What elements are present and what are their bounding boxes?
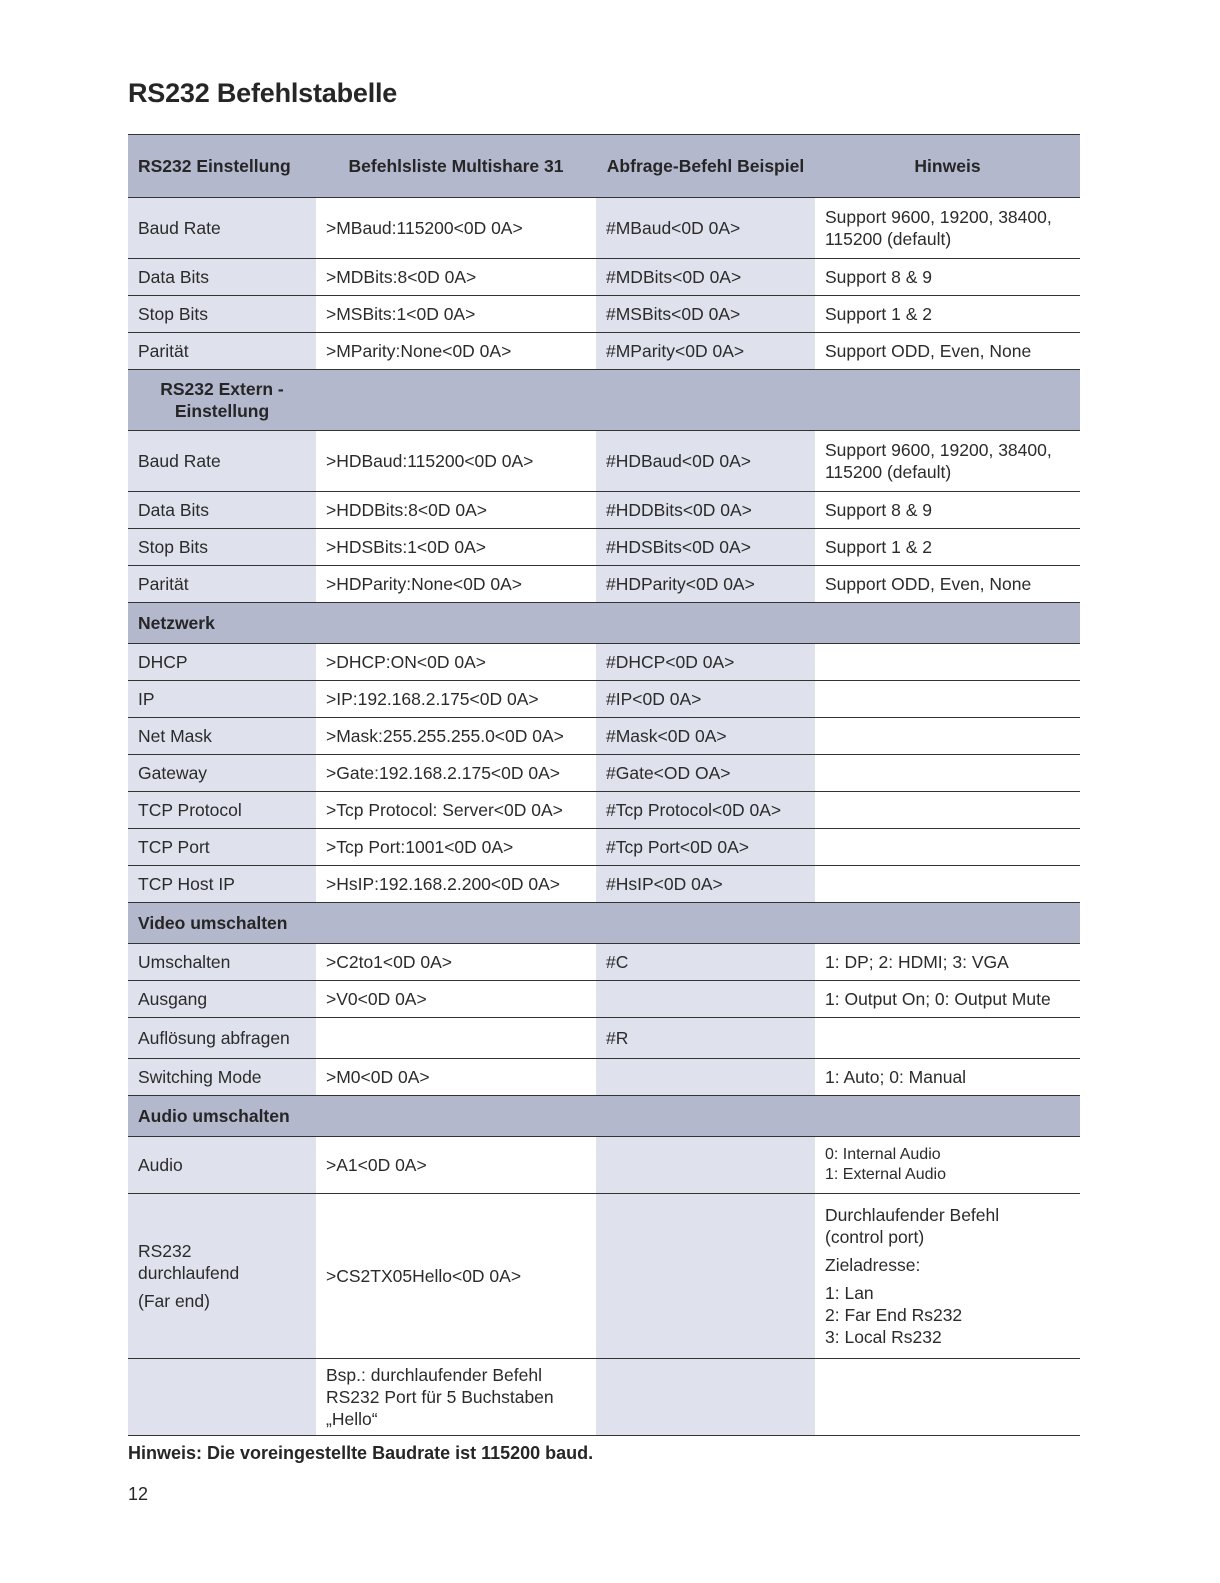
setting-name: DHCP (128, 644, 316, 681)
table-row (128, 529, 1080, 566)
query: #HsIP<0D 0A> (596, 866, 815, 903)
footer-note: Hinweis: Die voreingestellte Baudrate ist 115200 baud. (128, 1443, 594, 1463)
query: #MBaud<0D 0A> (596, 198, 815, 259)
note (815, 755, 1080, 792)
command: >Tcp Protocol: Server<0D 0A> (316, 792, 596, 829)
query: #Tcp Protocol<0D 0A> (596, 792, 815, 829)
note (815, 829, 1080, 866)
note (815, 792, 1080, 829)
section-heading: RS232 Extern - Einstellung (128, 370, 316, 431)
table-row (128, 431, 1080, 492)
table-row (128, 681, 1080, 718)
query: #MSBits<0D 0A> (596, 296, 815, 333)
setting-name: Baud Rate (128, 198, 316, 259)
note (815, 1194, 1080, 1359)
command: >HDBaud:115200<0D 0A> (316, 431, 596, 492)
table-row (128, 492, 1080, 529)
note (815, 866, 1080, 903)
note-line: 1: Lan (825, 1283, 874, 1303)
command: >A1<0D 0A> (316, 1137, 596, 1194)
table-row (128, 259, 1080, 296)
setting-name: Umschalten (128, 944, 316, 981)
setting-name: Parität (128, 333, 316, 370)
query: #C (596, 944, 815, 981)
section-row-network (128, 603, 1080, 644)
table-row (128, 718, 1080, 755)
command: >MBaud:115200<0D 0A> (316, 198, 596, 259)
table-row (128, 1359, 1080, 1436)
note: 1: Auto; 0: Manual (815, 1059, 1080, 1096)
table-row (128, 829, 1080, 866)
setting-name: Net Mask (128, 718, 316, 755)
query (596, 981, 815, 1018)
example-line: RS232 Port für 5 Buchstaben (326, 1387, 554, 1407)
setting-name: Switching Mode (128, 1059, 316, 1096)
query: #IP<0D 0A> (596, 681, 815, 718)
note: Support 9600, 19200, 38400, 115200 (default) (815, 198, 1080, 259)
query: #Gate<OD OA> (596, 755, 815, 792)
table-row (128, 296, 1080, 333)
table-row (128, 1059, 1080, 1096)
command: >IP:192.168.2.175<0D 0A> (316, 681, 596, 718)
table-row (128, 333, 1080, 370)
table-row (128, 755, 1080, 792)
command: >HsIP:192.168.2.200<0D 0A> (316, 866, 596, 903)
header-command-list: Befehlsliste Multishare 31 (316, 135, 596, 198)
command: >Tcp Port:1001<0D 0A> (316, 829, 596, 866)
section-row-video (128, 903, 1080, 944)
query: #HDParity<0D 0A> (596, 566, 815, 603)
command: >MDBits:8<0D 0A> (316, 259, 596, 296)
command: >V0<0D 0A> (316, 981, 596, 1018)
query: #Mask<0D 0A> (596, 718, 815, 755)
table-header-row (128, 135, 1080, 198)
command: >CS2TX05Hello<0D 0A> (316, 1194, 596, 1359)
table-row (128, 566, 1080, 603)
note-line: 2: Far End Rs232 (825, 1305, 963, 1325)
setting-name: Stop Bits (128, 529, 316, 566)
note: Support ODD, Even, None (815, 566, 1080, 603)
section-row-extern (128, 370, 1080, 431)
setting-name: Ausgang (128, 981, 316, 1018)
setting-name: IP (128, 681, 316, 718)
query: #HDSBits<0D 0A> (596, 529, 815, 566)
table-row (128, 792, 1080, 829)
setting-name: Stop Bits (128, 296, 316, 333)
header-query-example: Abfrage-Befehl Beispiel (596, 135, 815, 198)
query (596, 1059, 815, 1096)
command: >C2to1<0D 0A> (316, 944, 596, 981)
setting-name: TCP Port (128, 829, 316, 866)
name-line: RS232 (138, 1241, 192, 1261)
command: >M0<0D 0A> (316, 1059, 596, 1096)
command: >HDDBits:8<0D 0A> (316, 492, 596, 529)
setting-name: Baud Rate (128, 431, 316, 492)
command: >Gate:192.168.2.175<0D 0A> (316, 755, 596, 792)
setting-name: Data Bits (128, 259, 316, 296)
setting-name (128, 1194, 316, 1359)
note (815, 644, 1080, 681)
command (316, 1018, 596, 1059)
setting-name: TCP Host IP (128, 866, 316, 903)
note (815, 1137, 1080, 1194)
query: #MParity<0D 0A> (596, 333, 815, 370)
setting-name: Audio (128, 1137, 316, 1194)
table-row (128, 1137, 1080, 1194)
note: 1: DP; 2: HDMI; 3: VGA (815, 944, 1080, 981)
command: >MParity:None<0D 0A> (316, 333, 596, 370)
command: >DHCP:ON<0D 0A> (316, 644, 596, 681)
note-line: 3: Local Rs232 (825, 1327, 942, 1347)
setting-name: Auflösung abfragen (128, 1018, 316, 1059)
note-line: 0: Internal Audio (825, 1146, 941, 1163)
section-row-audio (128, 1096, 1080, 1137)
page-number: 12 (128, 1484, 149, 1504)
table-row (128, 1018, 1080, 1059)
table-row (128, 1194, 1080, 1359)
table-row (128, 866, 1080, 903)
query (596, 1137, 815, 1194)
setting-name: Parität (128, 566, 316, 603)
command: >Mask:255.255.255.0<0D 0A> (316, 718, 596, 755)
table-row (128, 198, 1080, 259)
command: >MSBits:1<0D 0A> (316, 296, 596, 333)
table-row (128, 981, 1080, 1018)
rs232-command-table (128, 134, 1080, 1436)
example-line: Bsp.: durchlaufender Befehl (326, 1365, 542, 1385)
query: #DHCP<0D 0A> (596, 644, 815, 681)
section-heading: Audio umschalten (128, 1096, 596, 1137)
table-row (128, 644, 1080, 681)
note: Support 9600, 19200, 38400, 115200 (default) (815, 431, 1080, 492)
note-line: Zieladresse: (825, 1255, 921, 1275)
page-title: RS232 Befehlstabelle (128, 78, 398, 108)
query: #R (596, 1018, 815, 1059)
example-text (316, 1359, 596, 1436)
header-note: Hinweis (815, 135, 1080, 198)
query: #HDBaud<0D 0A> (596, 431, 815, 492)
note: Support 8 & 9 (815, 259, 1080, 296)
setting-name: Gateway (128, 755, 316, 792)
note-line: (control port) (825, 1227, 925, 1247)
note (815, 718, 1080, 755)
note-line: 1: External Audio (825, 1166, 946, 1183)
note: Support 1 & 2 (815, 296, 1080, 333)
note (815, 681, 1080, 718)
name-line: (Far end) (138, 1291, 210, 1311)
note: Support ODD, Even, None (815, 333, 1080, 370)
query: #HDDBits<0D 0A> (596, 492, 815, 529)
setting-name: TCP Protocol (128, 792, 316, 829)
example-line: „Hello“ (326, 1409, 378, 1429)
query: #MDBits<0D 0A> (596, 259, 815, 296)
name-line: durchlaufend (138, 1263, 240, 1283)
command: >HDParity:None<0D 0A> (316, 566, 596, 603)
section-heading: Netzwerk (128, 603, 316, 644)
setting-name: Data Bits (128, 492, 316, 529)
query: #Tcp Port<0D 0A> (596, 829, 815, 866)
header-setting: RS232 Einstellung (128, 135, 316, 198)
table-row (128, 944, 1080, 981)
note: 1: Output On; 0: Output Mute (815, 981, 1080, 1018)
note: Support 8 & 9 (815, 492, 1080, 529)
note: Support 1 & 2 (815, 529, 1080, 566)
query (596, 1194, 815, 1359)
section-heading: Video umschalten (128, 903, 596, 944)
command: >HDSBits:1<0D 0A> (316, 529, 596, 566)
note-line: Durchlaufender Befehl (825, 1205, 1000, 1225)
note (815, 1018, 1080, 1059)
